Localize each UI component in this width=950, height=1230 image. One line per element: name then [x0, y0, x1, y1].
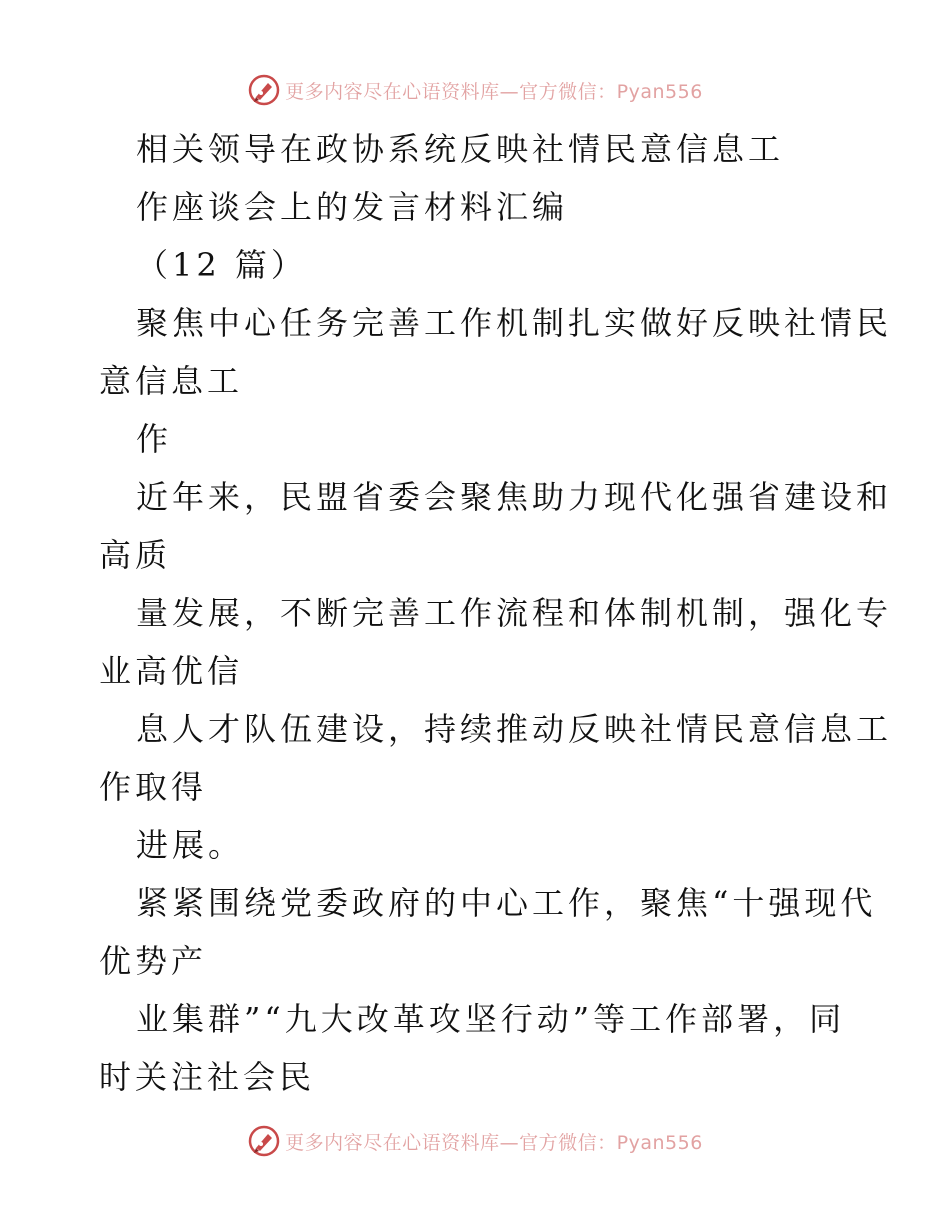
text-line: 量发展，不断完善工作流程和体制机制，强化专: [136, 594, 893, 632]
footer-watermark: [0, 1121, 950, 1161]
text-line: 息人才队伍建设，持续推动反映社情民意信息工: [136, 710, 893, 748]
pen-logo-icon: [247, 73, 281, 107]
text-line: 作: [136, 420, 173, 458]
watermark-text: 更多内容尽在心语资料库—官方微信：Pyan556: [285, 1131, 703, 1154]
text-line: 紧紧围绕党委政府的中心工作，聚焦“十强现代: [136, 884, 877, 922]
text-line: 作取得: [99, 768, 208, 806]
header-watermark: [0, 70, 950, 110]
text-line: 优势产: [99, 942, 208, 980]
text-line: 时关注社会民: [99, 1058, 316, 1096]
text-line: 作座谈会上的发言材料汇编: [136, 188, 569, 226]
pen-logo-icon: [247, 1124, 281, 1158]
text-line: （12 篇）: [136, 246, 307, 284]
text-line: 意信息工: [99, 362, 244, 400]
text-line: 高质: [99, 536, 172, 574]
text-line: 近年来，民盟省委会聚焦助力现代化强省建设和: [136, 478, 893, 516]
document-body: [99, 120, 893, 1106]
text-line: 业高优信: [99, 652, 244, 690]
text-line: 进展。: [136, 826, 245, 864]
text-line: 相关领导在政协系统反映社情民意信息工: [136, 130, 785, 168]
text-line: 聚焦中心任务完善工作机制扎实做好反映社情民: [136, 304, 893, 342]
watermark-text: 更多内容尽在心语资料库—官方微信：Pyan556: [285, 80, 703, 103]
text-line: 业集群”“九大改革攻坚行动”等工作部署，同: [136, 1000, 846, 1038]
